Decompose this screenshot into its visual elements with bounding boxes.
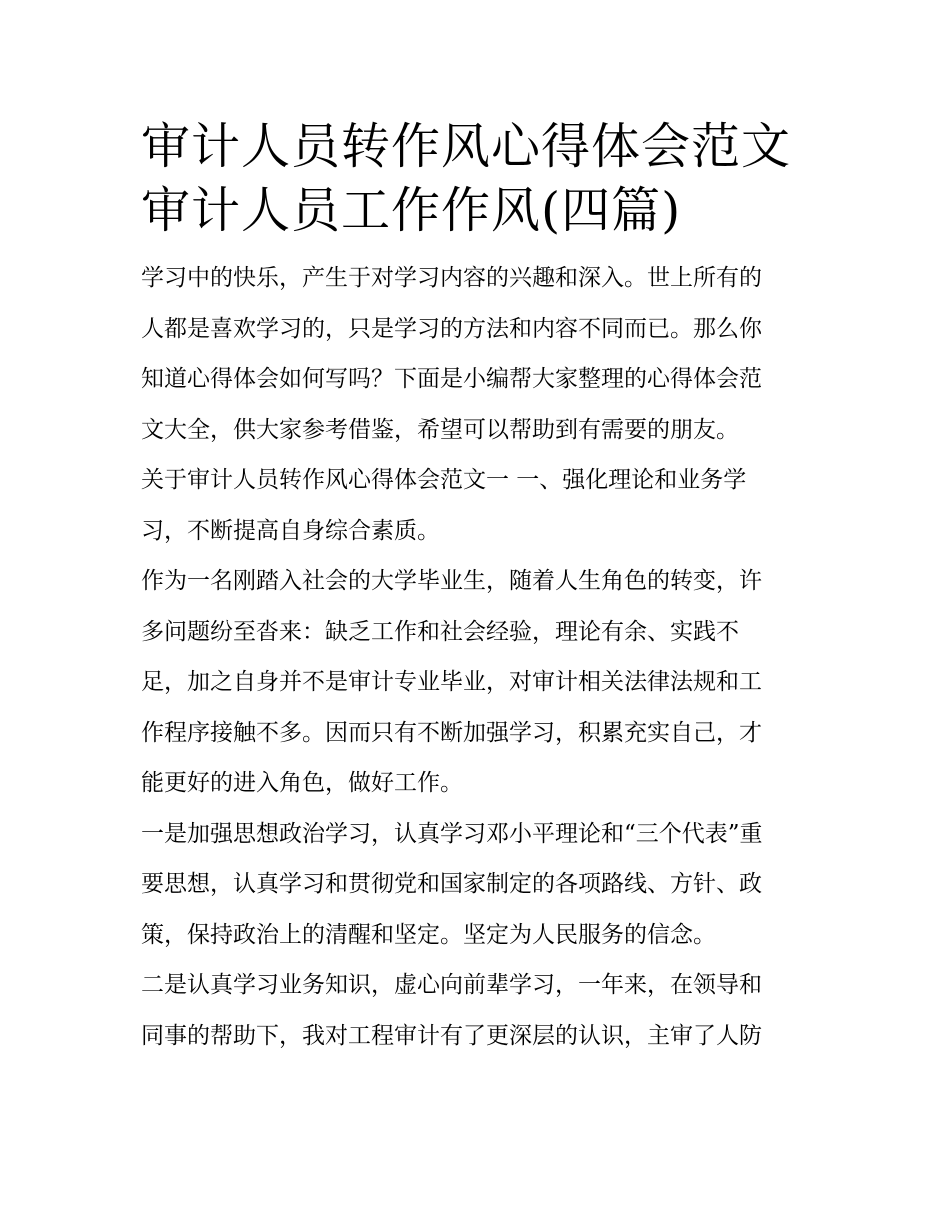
text-line: 一是加强思想政治学习，认真学习邓小平理论和“三个代表”重 bbox=[141, 820, 763, 847]
paragraph-graduate bbox=[141, 556, 817, 809]
text-line: 习，不断提高自身综合素质。 bbox=[141, 517, 440, 544]
text-line: 学习中的快乐，产生于对学习内容的兴趣和深入。世上所有的 bbox=[141, 265, 762, 291]
document-content bbox=[141, 115, 817, 1061]
title-line-1: 审计人员转作风心得体会范文 bbox=[141, 118, 792, 175]
text-line: 知道心得体会如何写吗？下面是小编帮大家整理的心得体会范 bbox=[141, 366, 762, 392]
paragraph-section-heading bbox=[141, 455, 817, 556]
title-line-2: 审计人员工作作风(四篇) bbox=[141, 182, 682, 239]
text-line: 作程序接触不多。因而只有不断加强学习，积累充实自己，才 bbox=[141, 719, 762, 746]
text-line: 足，加之自身并不是审计专业毕业，对审计相关法律法规和工 bbox=[141, 669, 762, 695]
text-line: 人都是喜欢学习的，只是学习的方法和内容不同而已。那么你 bbox=[141, 315, 762, 342]
text-line: 二是认真学习业务知识，虚心向前辈学习，一年来，在领导和 bbox=[141, 972, 762, 998]
text-line: 作为一名刚踏入社会的大学毕业生，随着人生角色的转变，许 bbox=[141, 568, 762, 594]
paragraph-point-two bbox=[141, 960, 817, 1061]
paragraph-point-one bbox=[141, 809, 817, 961]
text-line: 要思想，认真学习和贯彻党和国家制定的各项路线、方针、政 bbox=[141, 871, 762, 897]
document-body bbox=[141, 253, 817, 1061]
paragraph-intro bbox=[141, 253, 817, 455]
text-line: 多问题纷至沓来：缺乏工作和社会经验，理论有余、实践不 bbox=[141, 618, 739, 645]
text-line: 同事的帮助下，我对工程审计有了更深层的认识，主审了人防 bbox=[141, 1022, 762, 1049]
text-line: 文大全，供大家参考借鉴，希望可以帮助到有需要的朋友。 bbox=[141, 416, 739, 443]
text-line: 策，保持政治上的清醒和坚定。坚定为人民服务的信念。 bbox=[141, 921, 716, 948]
text-line: 关于审计人员转作风心得体会范文一 一、强化理论和业务学 bbox=[141, 467, 747, 493]
text-line: 能更好的进入角色，做好工作。 bbox=[141, 770, 463, 796]
document-title bbox=[141, 115, 817, 243]
